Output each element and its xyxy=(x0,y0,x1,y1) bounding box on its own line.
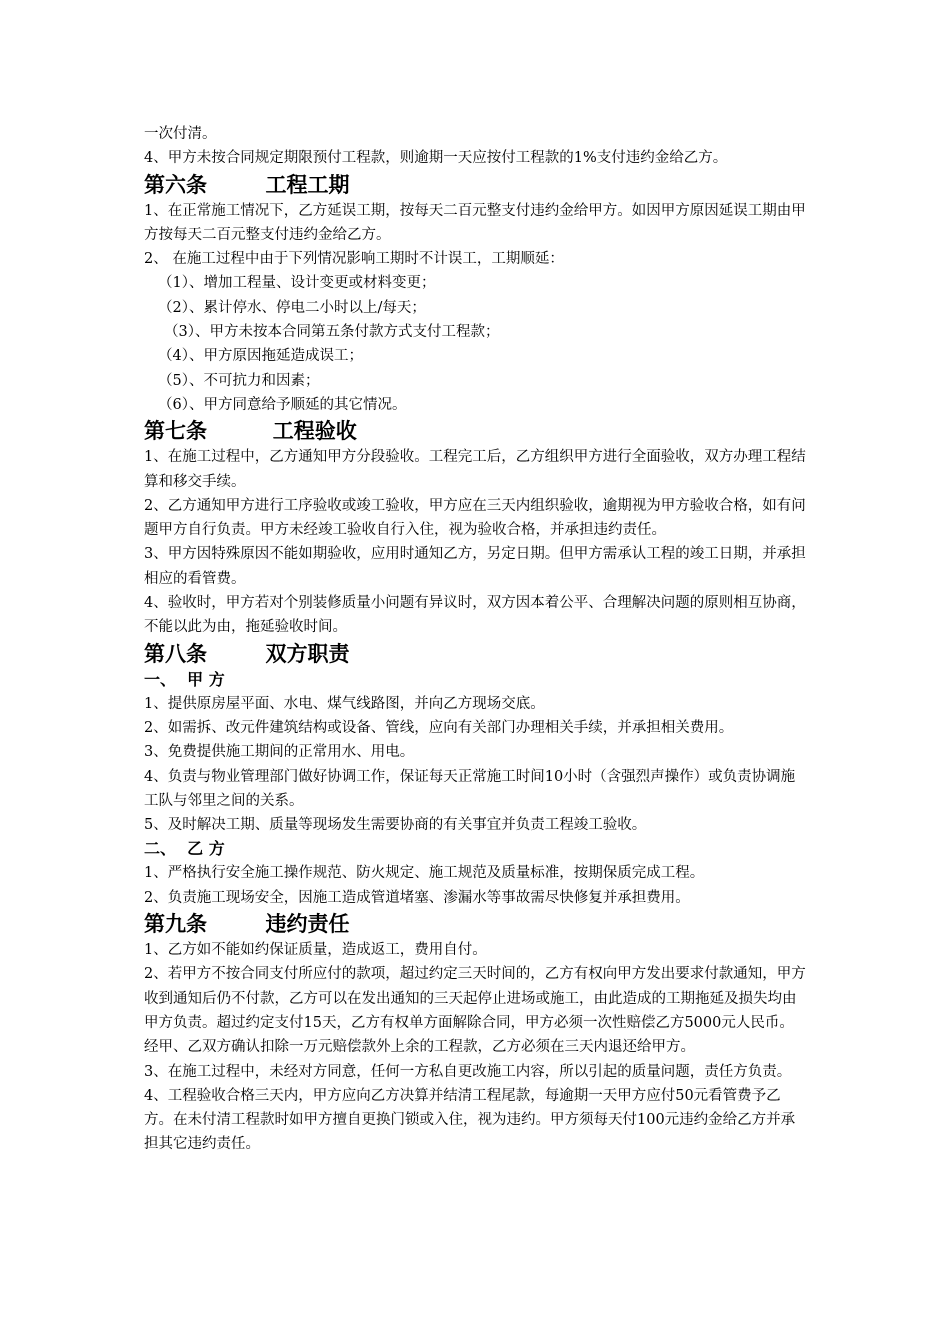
paragraph: 2、乙方通知甲方进行工序验收或竣工验收，甲方应在三天内组织验收，逾期视为甲方验收合格，如有问题甲方自行负责。甲方未经竣工验收自行入住，视为验收合格，并承担违约责任。 xyxy=(144,497,806,539)
article-8-heading: 第八条 双方职责 xyxy=(144,641,350,666)
paragraph: 2、负责施工现场安全，因施工造成管道堵塞、渗漏水等事故需尽快修复并承担费用。 xyxy=(144,889,690,906)
paragraph: 3、免费提供施工期间的正常用水、用电。 xyxy=(144,744,415,761)
article-9-heading: 第九条 违约责任 xyxy=(144,912,350,937)
paragraph: 2、 在施工过程中由于下列情况影响工期时不计误工，工期顺延： xyxy=(144,251,564,268)
paragraph: 1、严格执行安全施工操作规范、防火规定、施工规范及质量标准，按期保质完成工程。 xyxy=(144,865,705,882)
paragraph: 4、负责与物业管理部门做好协调工作，保证每天正常施工时间10小时（含强烈声操作）或负责协调施工队与邻里之间的关系。 xyxy=(144,768,796,809)
article-6-heading: 第六条 工程工期 xyxy=(144,172,350,197)
list-item: （4）、甲方原因拖延造成误工； xyxy=(158,348,363,365)
paragraph: 5、及时解决工期、质量等现场发生需要协商的有关事宜并负责工程竣工验收。 xyxy=(144,817,647,834)
paragraph: 2、如需拆、改元件建筑结构或设备、管线，应向有关部门办理相关手续，并承担相关费用。 xyxy=(144,719,734,736)
paragraph: 1、在正常施工情况下，乙方延误工期，按每天二百元整支付违约金给甲方。如因甲方原因延误工期由甲方按每天二百元整支付违约金给乙方。 xyxy=(144,202,806,243)
list-item: （2）、累计停水、停电二小时以上/每天； xyxy=(158,299,426,316)
contract-page xyxy=(144,122,808,1157)
list-item: （6）、甲方同意给予顺延的其它情况。 xyxy=(158,396,407,413)
paragraph: 1、在施工过程中，乙方通知甲方分段验收。工程完工后，乙方组织甲方进行全面验收，双方办理工程结算和移交手续。 xyxy=(144,449,806,490)
paragraph: 1、乙方如不能如约保证质量，造成返工，费用自付。 xyxy=(144,942,487,959)
paragraph: 1、提供原房屋平面、水电、煤气线路图，并向乙方现场交底。 xyxy=(144,695,545,712)
paragraph: 4、甲方未按合同规定期限预付工程款，则逾期一天应按付工程款的1%支付违约金给乙方。 xyxy=(144,150,728,167)
paragraph: 4、工程验收合格三天内，甲方应向乙方决算并结清工程尾款，每逾期一天甲方应付50元看管费予乙方。在未付清工程款时如甲方擅自更换门锁或入住，视为违约。甲方须每天付100元违约金给乙方并承担其它违约责任。 xyxy=(144,1087,796,1153)
paragraph: 3、甲方因特殊原因不能如期验收，应用时通知乙方，另定日期。但甲方需承认工程的竣工日期，并承担相应的看管费。 xyxy=(144,546,806,587)
paragraph: 3、在施工过程中，未经对方同意，任何一方私自更改施工内容，所以引起的质量问题，责任方负责。 xyxy=(144,1063,792,1080)
paragraph: 2、若甲方不按合同支付所应付的款项，超过约定三天时间的，乙方有权向甲方发出要求付款通知，甲方收到通知后仍不付款，乙方可以在发出通知的三天起停止进场或施工，由此造成的工期拖延及损失均由甲方负责。超过约定支付15天，乙方有权单方面解除合同，甲方必须一次性赔偿乙方5000元人民币。经甲、乙双方确认扣除一万元赔偿款外上余的工程款，乙方必须在三天内退还给甲方。 xyxy=(144,966,806,1056)
paragraph: 一次付清。 xyxy=(144,126,217,142)
article-7-heading: 第七条 工程验收 xyxy=(144,419,357,444)
list-item: （1）、增加工程量、设计变更或材料变更； xyxy=(158,275,436,292)
list-item: （3）、甲方未按本合同第五条付款方式支付工程款； xyxy=(164,324,500,341)
party-a-heading: 一、 甲 方 xyxy=(144,669,225,689)
party-b-heading: 二、 乙 方 xyxy=(144,839,225,859)
paragraph: 4、验收时，甲方若对个别装修质量小问题有异议时，双方因本着公平、合理解决问题的原则相互协商，不能以此为由，拖延验收时间。 xyxy=(144,595,806,636)
list-item: （5）、不可抗力和因素； xyxy=(158,372,320,389)
